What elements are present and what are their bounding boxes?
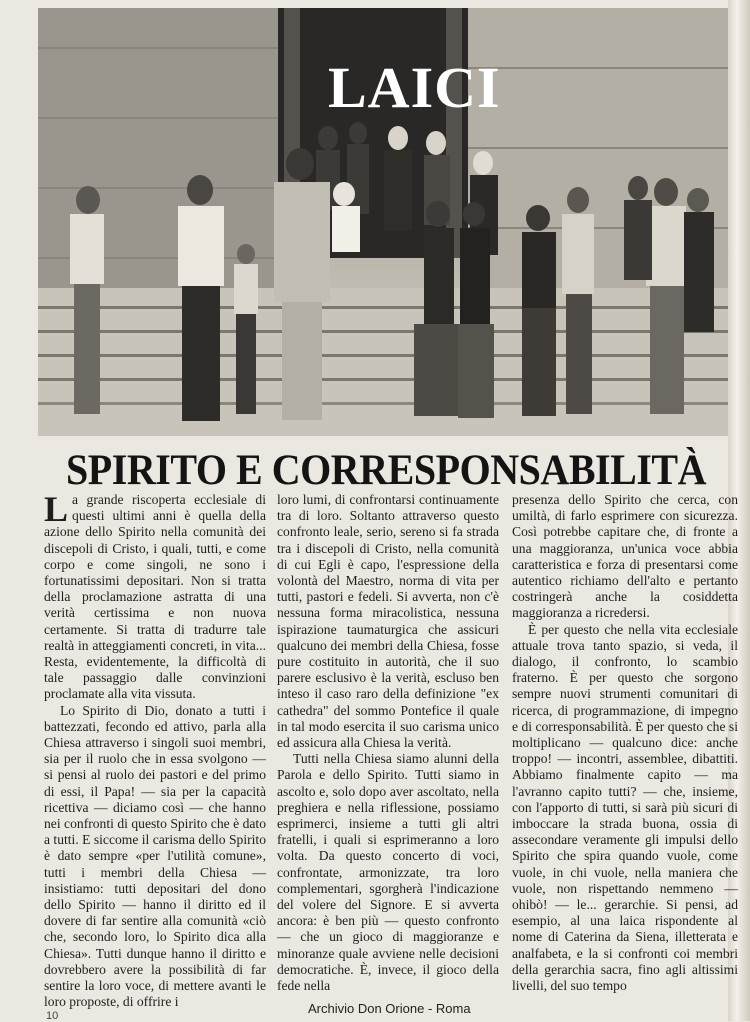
section-masthead: LAICI bbox=[328, 55, 501, 120]
paragraph-2: Lo Spirito di Dio, donato a tutti i battezzati, fecondo ed attivo, parla alla Chiesa attraverso i singoli suoi membri, sia per il ruolo che in essa svolgono — si pensi al ruolo dei pastori e del primo di essi, il Papa! — sia per la capacità ricettiva — diciamo così — che hanno nei confronti di questo Spirito che è dato a tutti. E siccome il carisma dello Spirito è dato sempre «per l'utilità comune», tutti i membri della Chiesa — insistiamo: tutti depositari del dono dello Spirito — hanno il diritto ed il dovere di far sentire alla comunità «ciò che, secondo loro, lo Spirito dica alla Chiesa». Tutti dunque hanno il diritto e dovrebbero avere la possibilità di far sentire la loro voce, di mettere avanti le loro proposte, di offrire i bbox=[44, 702, 266, 1010]
paragraph-6: È per questo che nella vita ecclesiale attuale trova tanto spazio, si veda, il dialogo, il confronto, lo scambio fraterno. È per questo che sorgono sempre nuovi strumenti comunitari di ricerca, di programmazione, di impegno e di corresponsabilità. È per questo che si moltiplicano — qualcuno dice: anche troppo! — incontri, assemblee, dibattiti. Abbiamo finalmente capito — ma l'avranno capito tutti? — che, insieme, con l'apporto di tutti, si sarà più sicuri di imboccare la strada buona, ossia di assecondare veramente gli impulsi dello Spirito che spira quando vuole, come vuole, in chi vuole, nella maniera che vuole, non rispettando nemmeno — ohibò! — le... gerarchie. Si pensi, ad esempio, al una laica rispondente al nome di Caterina da Siena, illetterata e analfabeta, e la si confronti coi membri della gerarchia sacra, fino agli altissimi livelli, del suo tempo bbox=[512, 621, 738, 994]
archive-credit: Archivio Don Orione - Roma bbox=[308, 1001, 471, 1016]
paragraph-3: loro lumi, di confrontarsi continuamente tra di loro. Soltanto attraverso questo confronto leale, serio, sereno si fa strada tra i discepoli di Cristo, nella comunità di cui Egli è capo, l'espressione della volontà del Maestro, norma di vita per tutti, pastori e fedeli. Si avverta, non c'è nessuna forma miracolistica, nessuna ispirazione taumaturgica che assicuri qualcuno dei membri della Chiesa, fosse pure costituito in autorità, che il suo parere esclusivo è la verità, escluso ben inteso il caso raro della definizione "ex cathedra" del sommo Pontefice il quale in tal modo esercita il suo carisma unico ed assicura alla Chiesa la verità. bbox=[277, 492, 499, 751]
article-column-1 bbox=[44, 489, 266, 1011]
stone-steps bbox=[38, 288, 728, 436]
article-column-2 bbox=[277, 492, 499, 994]
article-headline: SPIRITO E CORRESPONSABILITÀ bbox=[66, 447, 707, 494]
paragraph-1: La grande riscoperta ecclesiale di questi ultimi anni è quella della azione dello Spirito nella comunità dei discepoli di Cristo, i quali, tutti, e come corpo e come singoli, ne sono i fortunatissimi depositari. Non si tratta della proclamazione astratta di una verità certissima e non nuova certamente. Si tratta di tradurre tale realtà in atteggiamenti concreti, in vita... Resta, evidentemente, la difficoltà di tale passaggio dalle convinzioni proclamate alla vita vissuta. bbox=[44, 489, 266, 702]
paragraph-5: presenza dello Spirito che cerca, con umiltà, di farlo esprimere con sicurezza. Così potrebbe capitare che, di fronte a una maggioranza, un'unica voce abbia caratteristica e forza di presentarsi come autentico richiamo dell'alto e pertanto costringerà anche la cosiddetta maggioranza a ricredersi. bbox=[512, 492, 738, 621]
paragraph-4: Tutti nella Chiesa siamo alunni della Parola e dello Spirito. Tutti siamo in ascolto e, solo dopo aver ascoltato, nella preghiera e nella riflessione, possiamo esprimerci, insieme a tutti gli altri fratelli, i quali si esprimeranno a loro volta. Da questo concerto di voci, confrontate, armonizzate, tra loro complementari, sgorgherà l'indicazione del volere del Signore. E si avverta ancora: è ben più — questo confronto — che un gioco di maggioranze e minoranze quale avviene nelle decisioni democratiche. È, invece, il gioco della fede nella bbox=[277, 751, 499, 994]
article-photo bbox=[38, 8, 728, 436]
drop-cap: L bbox=[44, 489, 69, 529]
page-number: 10 bbox=[46, 1010, 59, 1022]
article-column-3 bbox=[512, 492, 738, 994]
